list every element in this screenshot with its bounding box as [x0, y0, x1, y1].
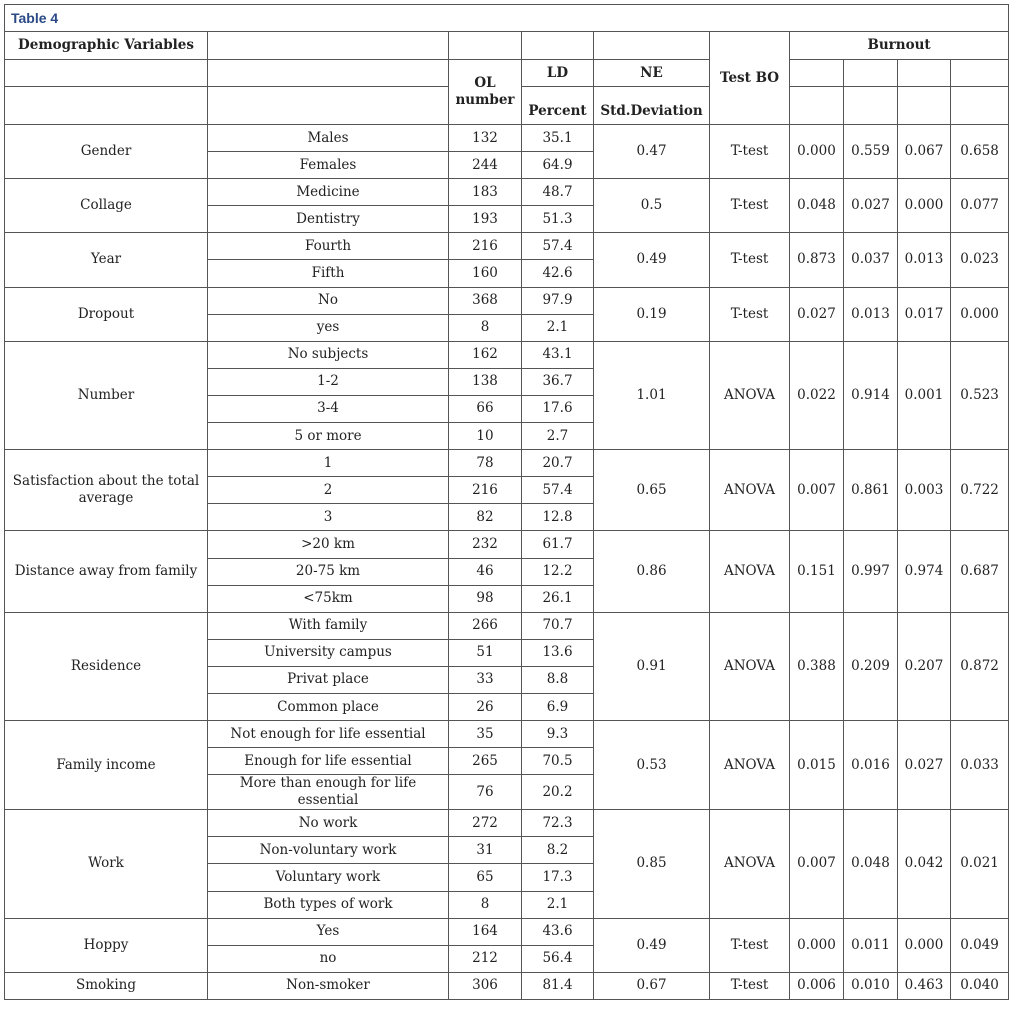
- category-label: 1: [208, 450, 449, 477]
- burnout-value: 0.077: [951, 179, 1009, 233]
- table-row: [5, 341, 1009, 368]
- count-value: 46: [449, 558, 522, 585]
- count-value: 212: [449, 945, 522, 972]
- table-row: [5, 918, 1009, 945]
- percent-value: 12.2: [522, 558, 594, 585]
- percent-value: 42.6: [522, 260, 594, 287]
- category-label: 2: [208, 477, 449, 504]
- test-type: ANOVA: [710, 721, 790, 810]
- group-name: Dropout: [5, 287, 208, 341]
- percent-value: 70.5: [522, 748, 594, 775]
- count-value: 266: [449, 612, 522, 639]
- percent-value: 6.9: [522, 693, 594, 720]
- burnout-value: 0.207: [898, 612, 951, 720]
- category-label: >20 km: [208, 531, 449, 558]
- percent-value: 61.7: [522, 531, 594, 558]
- percent-value: 35.1: [522, 125, 594, 152]
- burnout-value: 0.022: [790, 341, 844, 449]
- category-label: Enough for life essential: [208, 748, 449, 775]
- header-empty-cell: [5, 60, 208, 87]
- burnout-subheader-cell: [790, 60, 844, 87]
- percent-value: 64.9: [522, 152, 594, 179]
- header-ne: NE: [594, 60, 710, 87]
- count-value: 33: [449, 666, 522, 693]
- header-ol-number: OL number: [449, 60, 522, 125]
- percent-value: 2.7: [522, 423, 594, 450]
- count-value: 8: [449, 314, 522, 341]
- count-value: 244: [449, 152, 522, 179]
- test-type: ANOVA: [710, 450, 790, 531]
- burnout-value: 0.722: [951, 450, 1009, 531]
- table-row: [5, 233, 1009, 260]
- percent-value: 2.1: [522, 891, 594, 918]
- group-name: Work: [5, 810, 208, 918]
- burnout-value: 0.523: [951, 341, 1009, 449]
- burnout-subheader-cell: [844, 60, 898, 87]
- burnout-value: 0.658: [951, 125, 1009, 179]
- burnout-value: 0.015: [790, 721, 844, 810]
- count-value: 160: [449, 260, 522, 287]
- header-empty-cell: [5, 87, 208, 125]
- test-type: T-test: [710, 125, 790, 179]
- test-type: T-test: [710, 918, 790, 972]
- count-value: 26: [449, 693, 522, 720]
- category-label: Both types of work: [208, 891, 449, 918]
- burnout-value: 0.000: [951, 287, 1009, 341]
- count-value: 66: [449, 395, 522, 422]
- category-label: Fifth: [208, 260, 449, 287]
- percent-value: 43.6: [522, 918, 594, 945]
- std-deviation-value: 0.91: [594, 612, 710, 720]
- count-value: 232: [449, 531, 522, 558]
- burnout-value: 0.042: [898, 810, 951, 918]
- group-name: Number: [5, 341, 208, 449]
- percent-value: 48.7: [522, 179, 594, 206]
- burnout-value: 0.037: [844, 233, 898, 287]
- category-label: Privat place: [208, 666, 449, 693]
- burnout-subheader-cell: [951, 87, 1009, 125]
- std-deviation-value: 0.47: [594, 125, 710, 179]
- percent-value: 36.7: [522, 368, 594, 395]
- category-label: No subjects: [208, 341, 449, 368]
- header-empty-cell: [208, 87, 449, 125]
- group-name: Hoppy: [5, 918, 208, 972]
- burnout-value: 0.048: [790, 179, 844, 233]
- burnout-value: 0.040: [951, 972, 1009, 999]
- burnout-value: 0.010: [844, 972, 898, 999]
- percent-value: 51.3: [522, 206, 594, 233]
- category-label: yes: [208, 314, 449, 341]
- category-label: University campus: [208, 639, 449, 666]
- count-value: 98: [449, 585, 522, 612]
- percent-value: 56.4: [522, 945, 594, 972]
- burnout-value: 0.209: [844, 612, 898, 720]
- category-label: Non-smoker: [208, 972, 449, 999]
- category-label: Common place: [208, 693, 449, 720]
- burnout-value: 0.000: [790, 918, 844, 972]
- burnout-subheader-cell: [951, 60, 1009, 87]
- category-label: Medicine: [208, 179, 449, 206]
- burnout-value: 0.021: [951, 810, 1009, 918]
- group-name: Family income: [5, 721, 208, 810]
- category-label: Dentistry: [208, 206, 449, 233]
- header-test-bo: Test BO: [710, 32, 790, 125]
- percent-value: 72.3: [522, 810, 594, 837]
- count-value: 162: [449, 341, 522, 368]
- burnout-value: 0.388: [790, 612, 844, 720]
- category-label: 5 or more: [208, 423, 449, 450]
- test-type: T-test: [710, 179, 790, 233]
- header-empty-cell: [208, 32, 449, 60]
- burnout-value: 0.013: [898, 233, 951, 287]
- category-label: Fourth: [208, 233, 449, 260]
- std-deviation-value: 0.49: [594, 233, 710, 287]
- header-empty-cell: [208, 60, 449, 87]
- table-row: [5, 125, 1009, 152]
- table-row: [5, 179, 1009, 206]
- table-caption: Table 4: [5, 5, 1009, 32]
- count-value: 216: [449, 233, 522, 260]
- burnout-value: 0.017: [898, 287, 951, 341]
- burnout-value: 0.463: [898, 972, 951, 999]
- category-label: Males: [208, 125, 449, 152]
- burnout-value: 0.151: [790, 531, 844, 612]
- burnout-value: 0.873: [790, 233, 844, 287]
- percent-value: 97.9: [522, 287, 594, 314]
- header-percent: Percent: [522, 87, 594, 125]
- burnout-value: 0.997: [844, 531, 898, 612]
- category-label: Females: [208, 152, 449, 179]
- header-empty-cell: [449, 32, 522, 60]
- percent-value: 9.3: [522, 721, 594, 748]
- burnout-value: 0.013: [844, 287, 898, 341]
- burnout-value: 0.027: [790, 287, 844, 341]
- percent-value: 8.8: [522, 666, 594, 693]
- burnout-value: 0.007: [790, 450, 844, 531]
- burnout-value: 0.974: [898, 531, 951, 612]
- count-value: 272: [449, 810, 522, 837]
- header-ld: LD: [522, 60, 594, 87]
- percent-value: 17.6: [522, 395, 594, 422]
- count-value: 265: [449, 748, 522, 775]
- burnout-subheader-cell: [790, 87, 844, 125]
- category-label: <75km: [208, 585, 449, 612]
- category-label: With family: [208, 612, 449, 639]
- burnout-value: 0.687: [951, 531, 1009, 612]
- header-demographic-variables: Demographic Variables: [5, 32, 208, 60]
- group-name: Smoking: [5, 972, 208, 999]
- burnout-value: 0.001: [898, 341, 951, 449]
- header-burnout: Burnout: [790, 32, 1009, 60]
- header-empty-cell: [594, 32, 710, 60]
- test-type: ANOVA: [710, 810, 790, 918]
- demographics-table: [4, 4, 1009, 1000]
- burnout-value: 0.000: [790, 125, 844, 179]
- percent-value: 13.6: [522, 639, 594, 666]
- std-deviation-value: 0.67: [594, 972, 710, 999]
- burnout-value: 0.049: [951, 918, 1009, 972]
- std-deviation-value: 0.86: [594, 531, 710, 612]
- percent-value: 8.2: [522, 837, 594, 864]
- category-label: No: [208, 287, 449, 314]
- count-value: 31: [449, 837, 522, 864]
- test-type: ANOVA: [710, 612, 790, 720]
- percent-value: 20.2: [522, 775, 594, 810]
- burnout-subheader-cell: [844, 87, 898, 125]
- count-value: 76: [449, 775, 522, 810]
- category-label: no: [208, 945, 449, 972]
- percent-value: 12.8: [522, 504, 594, 531]
- group-name: Gender: [5, 125, 208, 179]
- category-label: No work: [208, 810, 449, 837]
- burnout-value: 0.027: [844, 179, 898, 233]
- category-label: 20-75 km: [208, 558, 449, 585]
- burnout-value: 0.006: [790, 972, 844, 999]
- percent-value: 17.3: [522, 864, 594, 891]
- percent-value: 70.7: [522, 612, 594, 639]
- count-value: 138: [449, 368, 522, 395]
- category-label: 3-4: [208, 395, 449, 422]
- count-value: 65: [449, 864, 522, 891]
- test-type: T-test: [710, 233, 790, 287]
- burnout-value: 0.872: [951, 612, 1009, 720]
- category-label: 1-2: [208, 368, 449, 395]
- table-row: [5, 531, 1009, 558]
- group-name: Satisfaction about the total average: [5, 450, 208, 531]
- burnout-value: 0.000: [898, 918, 951, 972]
- count-value: 78: [449, 450, 522, 477]
- table-row: [5, 450, 1009, 477]
- percent-value: 20.7: [522, 450, 594, 477]
- burnout-value: 0.003: [898, 450, 951, 531]
- count-value: 82: [449, 504, 522, 531]
- burnout-value: 0.027: [898, 721, 951, 810]
- table-row: [5, 721, 1009, 748]
- percent-value: 57.4: [522, 477, 594, 504]
- burnout-value: 0.861: [844, 450, 898, 531]
- std-deviation-value: 0.5: [594, 179, 710, 233]
- category-label: 3: [208, 504, 449, 531]
- test-type: T-test: [710, 972, 790, 999]
- percent-value: 2.1: [522, 314, 594, 341]
- category-label: Voluntary work: [208, 864, 449, 891]
- percent-value: 57.4: [522, 233, 594, 260]
- burnout-subheader-cell: [898, 87, 951, 125]
- header-empty-cell: [522, 32, 594, 60]
- group-name: Distance away from family: [5, 531, 208, 612]
- test-type: ANOVA: [710, 531, 790, 612]
- test-type: T-test: [710, 287, 790, 341]
- group-name: Collage: [5, 179, 208, 233]
- count-value: 306: [449, 972, 522, 999]
- count-value: 368: [449, 287, 522, 314]
- burnout-value: 0.033: [951, 721, 1009, 810]
- table-row: [5, 287, 1009, 314]
- std-deviation-value: 1.01: [594, 341, 710, 449]
- burnout-value: 0.914: [844, 341, 898, 449]
- table-row: [5, 810, 1009, 837]
- std-deviation-value: 0.65: [594, 450, 710, 531]
- count-value: 164: [449, 918, 522, 945]
- group-name: Year: [5, 233, 208, 287]
- burnout-value: 0.016: [844, 721, 898, 810]
- burnout-value: 0.007: [790, 810, 844, 918]
- burnout-value: 0.559: [844, 125, 898, 179]
- burnout-value: 0.048: [844, 810, 898, 918]
- count-value: 193: [449, 206, 522, 233]
- count-value: 216: [449, 477, 522, 504]
- count-value: 51: [449, 639, 522, 666]
- table-row: [5, 612, 1009, 639]
- burnout-value: 0.000: [898, 179, 951, 233]
- std-deviation-value: 0.85: [594, 810, 710, 918]
- test-type: ANOVA: [710, 341, 790, 449]
- category-label: More than enough for life essential: [208, 775, 449, 810]
- table-row: [5, 972, 1009, 999]
- count-value: 8: [449, 891, 522, 918]
- std-deviation-value: 0.49: [594, 918, 710, 972]
- std-deviation-value: 0.53: [594, 721, 710, 810]
- burnout-value: 0.067: [898, 125, 951, 179]
- count-value: 35: [449, 721, 522, 748]
- percent-value: 26.1: [522, 585, 594, 612]
- header-std-deviation: Std.Deviation: [594, 87, 710, 125]
- count-value: 10: [449, 423, 522, 450]
- burnout-subheader-cell: [898, 60, 951, 87]
- burnout-value: 0.023: [951, 233, 1009, 287]
- burnout-value: 0.011: [844, 918, 898, 972]
- percent-value: 81.4: [522, 972, 594, 999]
- category-label: Yes: [208, 918, 449, 945]
- count-value: 132: [449, 125, 522, 152]
- category-label: Not enough for life essential: [208, 721, 449, 748]
- group-name: Residence: [5, 612, 208, 720]
- std-deviation-value: 0.19: [594, 287, 710, 341]
- count-value: 183: [449, 179, 522, 206]
- category-label: Non-voluntary work: [208, 837, 449, 864]
- percent-value: 43.1: [522, 341, 594, 368]
